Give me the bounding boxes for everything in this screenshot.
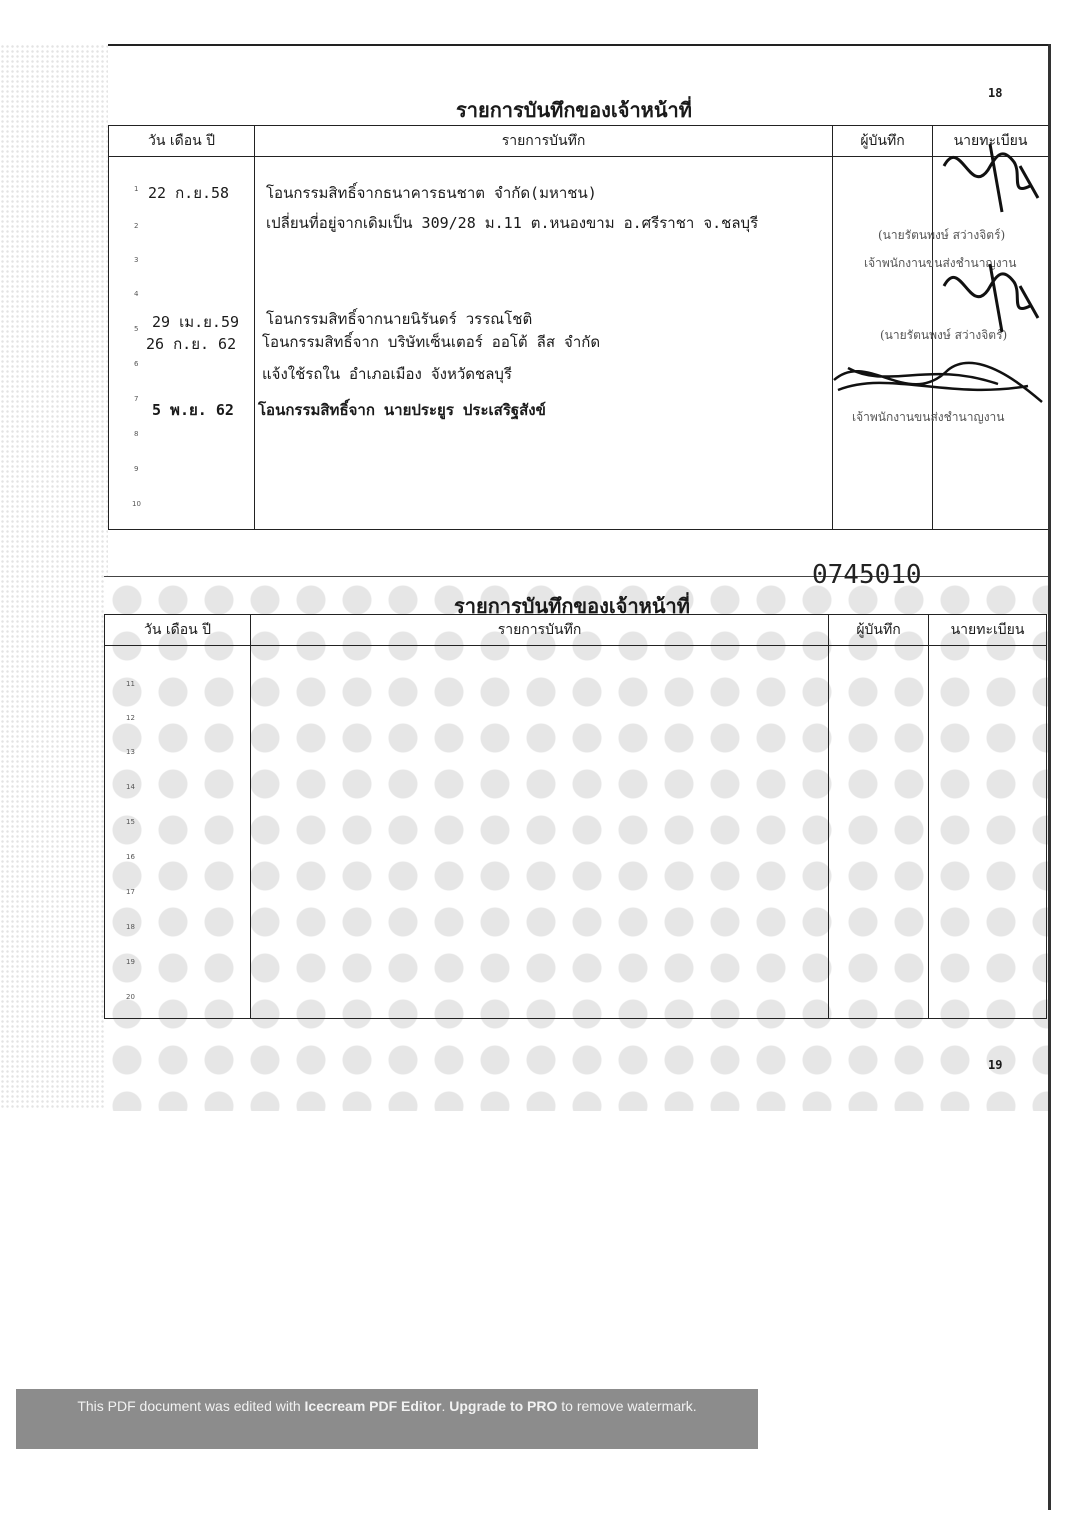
line-number: 15 xyxy=(126,818,135,826)
page-title: รายการบันทึกของเจ้าหน้าที่ xyxy=(456,98,692,122)
entry-text: โอนกรรมสิทธิ์จากธนาคารธนชาต จำกัด(มหาชน) xyxy=(266,184,597,202)
binding-edge xyxy=(1048,44,1051,1510)
line-number: 1 xyxy=(134,185,139,193)
line-number: 9 xyxy=(134,465,139,473)
line-number: 4 xyxy=(134,290,139,298)
line-number: 2 xyxy=(134,222,139,230)
header-recorder: ผู้บันทึก xyxy=(833,126,933,157)
officer-record-table xyxy=(104,614,1047,1019)
watermark-prefix: This PDF document was edited with xyxy=(77,1398,305,1414)
header-recorder: ผู้บันทึก xyxy=(829,615,929,646)
line-number: 13 xyxy=(126,748,135,756)
watermark-upgrade-link[interactable]: Upgrade to PRO xyxy=(449,1398,558,1414)
line-number: 20 xyxy=(126,993,135,1001)
line-number: 5 xyxy=(134,325,139,333)
watermark-product: Icecream PDF Editor xyxy=(304,1398,442,1414)
line-number: 17 xyxy=(126,888,135,896)
entry-text: โอนกรรมสิทธิ์จาก บริษัทเซ็นเตอร์ ออโต้ ลีส จำกัด xyxy=(262,333,601,351)
entry-date: 29 เม.ย.59 xyxy=(152,313,240,331)
editor-watermark-banner[interactable] xyxy=(16,1389,758,1449)
line-number: 8 xyxy=(134,430,139,438)
line-number: 11 xyxy=(126,680,135,688)
line-number: 18 xyxy=(126,923,135,931)
registrar-signature xyxy=(930,126,1048,226)
line-number: 3 xyxy=(134,256,139,264)
officer-stamp-title: เจ้าพนักงานขนส่งชำนาญงาน xyxy=(852,410,1005,424)
serial-number: 0745010 xyxy=(812,560,922,590)
watermark-suffix: to remove watermark. xyxy=(557,1398,697,1414)
line-number: 6 xyxy=(134,360,139,368)
entry-date: 26 ก.ย. 62 xyxy=(146,335,237,353)
page-title: รายการบันทึกของเจ้าหน้าที่ xyxy=(454,594,690,618)
header-record: รายการบันทึก xyxy=(251,615,829,646)
entry-text: โอนกรรมสิทธิ์จากนายนิรันดร์ วรรณโชติ xyxy=(266,310,533,328)
header-registrar: นายทะเบียน xyxy=(929,615,1047,646)
line-number: 14 xyxy=(126,783,135,791)
entry-text: แจ้งใช้รถใน อำเภอเมือง จังหวัดชลบุรี xyxy=(262,365,512,383)
officer-stamp-title: เจ้าพนักงานขนส่งชำนาญงาน xyxy=(864,256,1017,270)
header-date: วัน เดือน ปี xyxy=(105,615,251,646)
page-number: 18 xyxy=(988,86,1003,100)
page-number: 19 xyxy=(988,1058,1003,1072)
line-number: 19 xyxy=(126,958,135,966)
entry-date: 5 พ.ย. 62 xyxy=(152,401,234,419)
line-number: 16 xyxy=(126,853,135,861)
scan-noise-strip xyxy=(0,44,108,1110)
header-registrar: นายทะเบียน xyxy=(933,126,1049,157)
entry-text: โอนกรรมสิทธิ์จาก นายประยูร ประเสริฐสังข์ xyxy=(258,401,546,419)
officer-stamp-name: (นายรัตนพงษ์ สว่างจิตร์) xyxy=(878,228,1006,242)
registrar-signature xyxy=(930,246,1048,346)
entry-text: เปลี่ยนที่อยู่จากเดิมเป็น 309/28 ม.11 ต.หนองขาม อ.ศรีราชา จ.ชลบุรี xyxy=(266,214,759,232)
line-number: 12 xyxy=(126,714,135,722)
officer-signature xyxy=(828,350,1048,430)
watermark-middle: . xyxy=(441,1398,450,1414)
officer-stamp-name: (นายรัตนพงษ์ สว่างจิตร์) xyxy=(880,328,1008,342)
line-number: 7 xyxy=(134,395,139,403)
entry-date: 22 ก.ย.58 xyxy=(148,184,230,202)
header-date: วัน เดือน ปี xyxy=(109,126,255,157)
line-number: 10 xyxy=(132,500,141,508)
header-record: รายการบันทึก xyxy=(255,126,833,157)
